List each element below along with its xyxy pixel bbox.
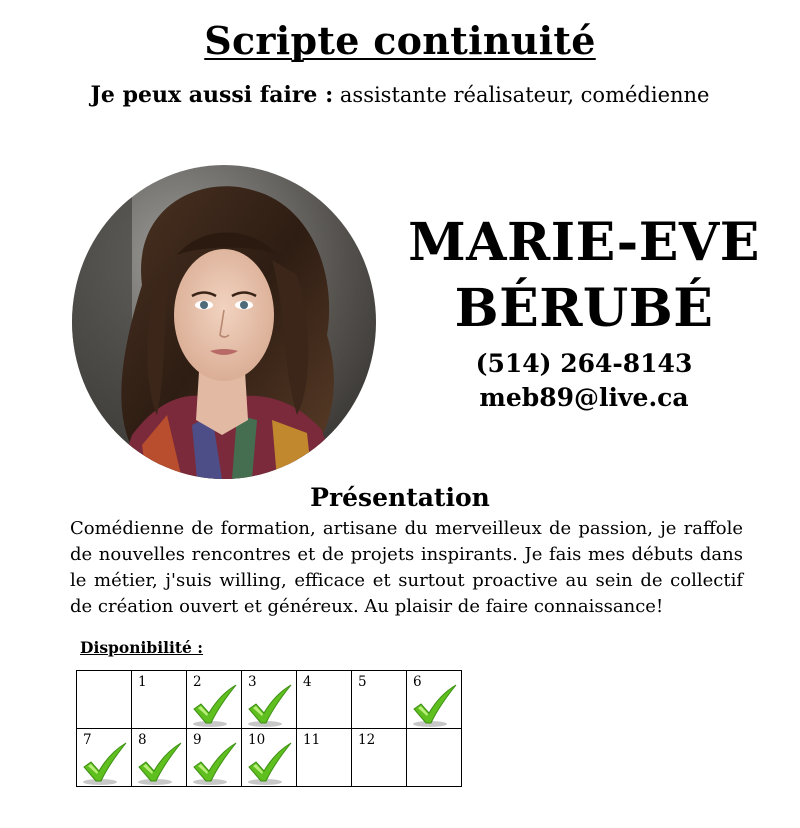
checkmark-icon — [135, 741, 185, 787]
page-title: Scripte continuité — [204, 18, 596, 63]
calendar-row — [77, 671, 462, 729]
calendar-day-number: 6 — [413, 674, 422, 690]
calendar-cell — [242, 729, 297, 787]
full-name — [398, 210, 770, 342]
presentation-text: Comédienne de formation, artisane du merveilleux de passion, je raffole de nouvelles rencontres et de projets inspirants. Je fais mes débuts dans le métier, j'suis willing, efficace et surtout proactive au sein de collectif de création ouvert et généreux. Au plaisir de faire connaissance! — [70, 518, 743, 617]
checkmark-icon — [410, 683, 460, 729]
also-can-do — [0, 82, 800, 108]
calendar-day-number: 11 — [303, 732, 321, 748]
calendar-day-number: 9 — [193, 732, 202, 748]
calendar-cell — [352, 671, 407, 729]
calendar-day-number: 7 — [83, 732, 92, 748]
calendar-cell — [187, 671, 242, 729]
calendar-cell — [297, 729, 352, 787]
name-first: MARIE-EVE — [408, 212, 760, 273]
calendar-cell — [242, 671, 297, 729]
calendar-cell — [352, 729, 407, 787]
calendar-cell — [187, 729, 242, 787]
name-last: BÉRUBÉ — [454, 278, 714, 339]
calendar-day-number: 12 — [358, 732, 376, 748]
also-label: Je peux aussi faire : — [90, 82, 334, 108]
checkmark-icon — [190, 741, 240, 787]
calendar-day-number: 3 — [248, 674, 257, 690]
also-value: assistante réalisateur, comédienne — [339, 83, 710, 107]
calendar-day-number: 2 — [193, 674, 202, 690]
calendar-cell — [407, 671, 462, 729]
calendar-day-number: 5 — [358, 674, 367, 690]
checkmark-icon — [245, 683, 295, 729]
calendar-cell — [77, 729, 132, 787]
checkmark-icon — [190, 683, 240, 729]
calendar-cell — [297, 671, 352, 729]
portrait-photo — [72, 165, 376, 479]
calendar-cell — [132, 729, 187, 787]
calendar-cell — [407, 729, 462, 787]
checkmark-icon — [80, 741, 130, 787]
calendar-cell — [77, 671, 132, 729]
calendar-day-number: 4 — [303, 674, 312, 690]
calendar-row — [77, 729, 462, 787]
calendar-day-number: 8 — [138, 732, 147, 748]
checkmark-icon — [245, 741, 295, 787]
email-address: meb89@live.ca — [479, 383, 689, 412]
calendar-cell — [132, 671, 187, 729]
availability-calendar — [76, 670, 462, 787]
calendar-day-number: 10 — [248, 732, 266, 748]
availability-label: Disponibilité : — [80, 638, 204, 657]
calendar-day-number: 1 — [138, 674, 147, 690]
presentation-heading: Présentation — [310, 483, 490, 512]
phone-number: (514) 264-8143 — [475, 349, 693, 378]
